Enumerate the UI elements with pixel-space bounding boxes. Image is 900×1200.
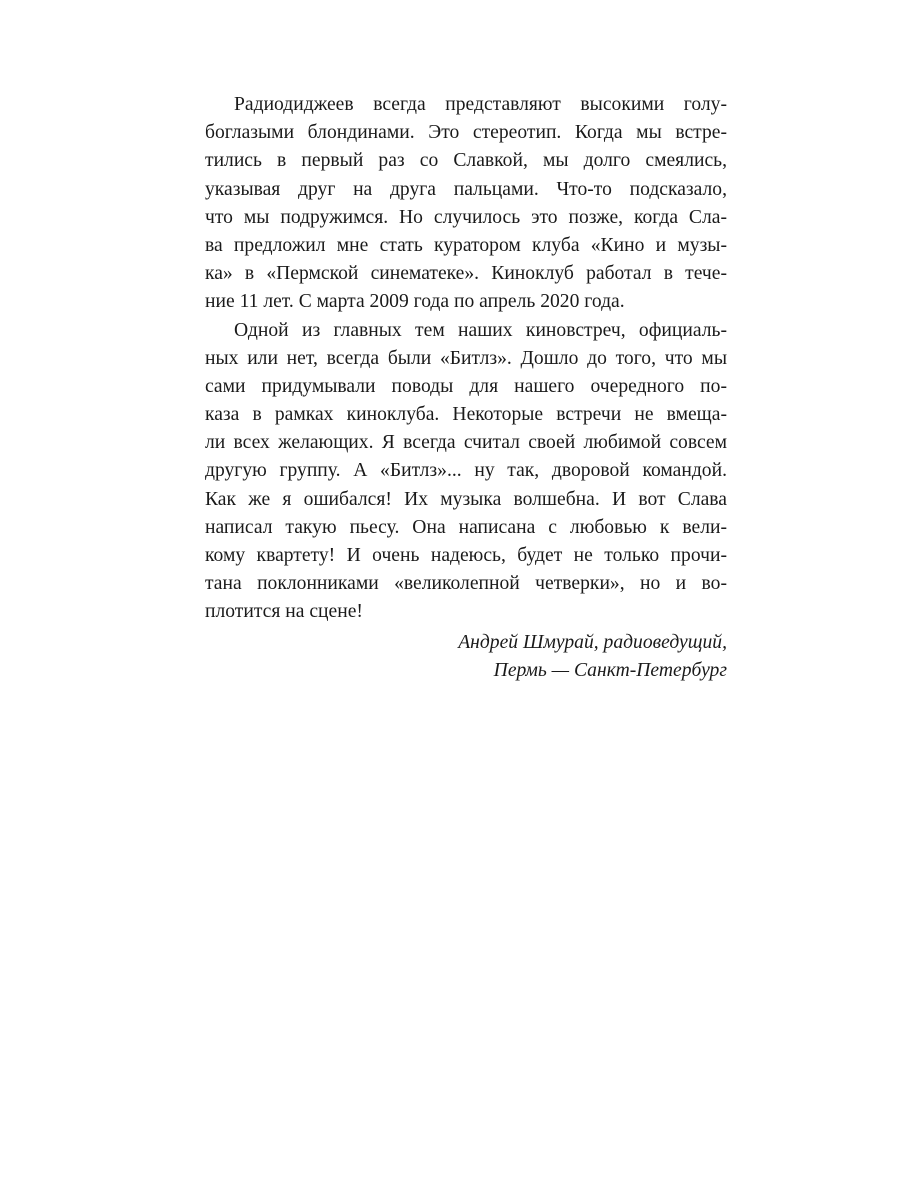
text-line: ние 11 лет. С марта 2009 года по апрель 2020 года. [205,291,625,313]
text-line: плотится на сцене! [205,601,363,623]
paragraph-1 [205,91,727,317]
text-line: что мы подружимся. Но случилось это позже, когда Сла- [205,206,727,228]
text-line: Радиодиджеев всегда представляют высокими голу- [234,94,727,115]
text-page [205,91,727,685]
text-line: написал такую пьесу. Она написана с любовью к вели- [205,516,727,538]
text-line: каза в рамках киноклуба. Некоторые встречи не вмеща- [205,404,727,426]
text-line: боглазыми блондинами. Это стереотип. Когда мы встре- [205,122,727,144]
signature [205,629,727,685]
text-line: тились в первый раз со Славкой, мы долго смеялись, [205,150,727,172]
signature-author: Андрей Шмурай, радиоведущий, [458,631,727,653]
text-line: ных или нет, всегда были «Битлз». Дошло до того, что мы [205,347,727,369]
text-line: Одной из главных тем наших киновстреч, официаль- [234,319,727,341]
signature-place: Пермь — Санкт-Петербург [493,659,727,681]
text-line: тана поклонниками «великолепной четверки», но и во- [205,573,727,595]
text-line: кому квартету! И очень надеюсь, будет не только прочи- [205,545,727,566]
text-line: указывая друг на друга пальцами. Что-то подсказало, [205,178,727,200]
text-line: ва предложил мне стать куратором клуба «Кино и музы- [205,234,727,256]
text-line: другую группу. А «Битлз»... ну так, дворовой командой. [205,460,727,482]
text-line: сами придумывали поводы для нашего очередного по- [205,375,727,397]
text-line: ли всех желающих. Я всегда считал своей любимой совсем [205,432,727,454]
text-line: ка» в «Пермской синематеке». Киноклуб работал в тече- [205,263,727,285]
text-line: Как же я ошибался! Их музыка волшебна. И вот Слава [205,488,727,510]
paragraph-2 [205,317,727,627]
